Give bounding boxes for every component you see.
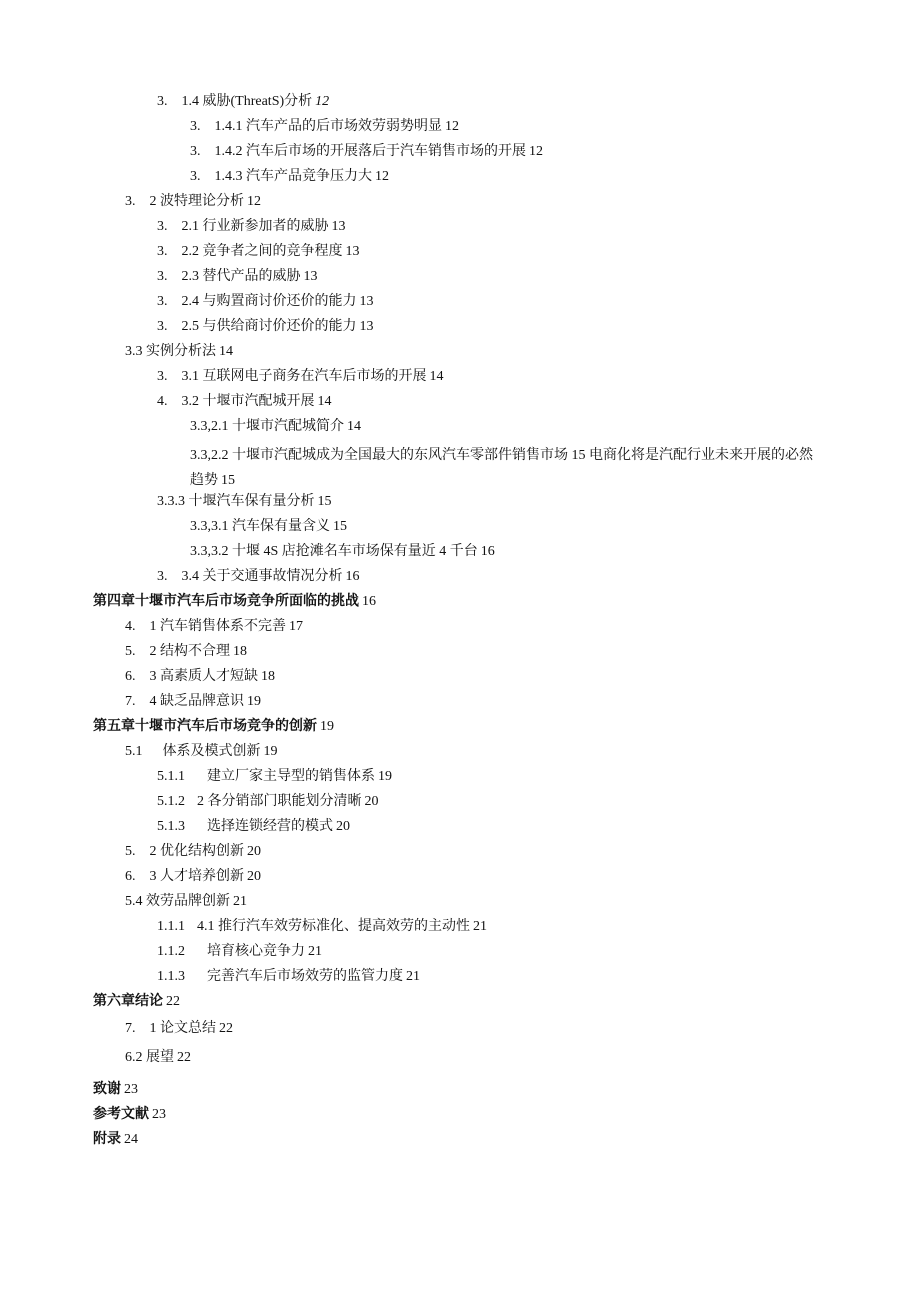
toc-entry-page: 21 [233,894,247,909]
toc-entry[interactable] [190,543,495,561]
toc-entry-title: 1.4 威胁(ThreatS)分析 [181,94,313,109]
toc-entry-title: 1.4.1 汽车产品的后市场效劳弱势明显 [214,119,442,134]
toc-entry-number: 3. [157,369,168,384]
toc-entry-title: 3 高素质人才短缺 [149,669,258,684]
toc-entry-page: 15 [317,494,332,509]
toc-entry-number: 3. [190,119,201,134]
toc-entry[interactable] [157,768,392,786]
toc-entry-title: 3.3,3.2 十堰 4S 店抢滩名车市场保有量近 4 千台 [190,544,478,559]
toc-entry[interactable] [157,268,318,286]
toc-entry-number: 6. [125,869,136,884]
toc-entry-number: 3. [125,194,136,209]
toc-entry-number: 4. [157,394,168,409]
toc-entry-page: 18 [261,669,275,684]
toc-entry-page: 12 [315,94,330,109]
toc-chapter-heading[interactable] [93,1081,138,1099]
toc-entry-title: 2.1 行业新参加者的威胁 [181,219,329,234]
toc-entry-number: 3. [157,244,168,259]
toc-entry[interactable] [125,668,275,686]
toc-entry-title: 3.2 十堰市汽配城开展 [181,394,315,409]
toc-entry[interactable] [125,743,278,761]
toc-entry[interactable] [125,643,247,661]
toc-entry[interactable] [125,693,261,711]
toc-entry-page: 14 [317,394,332,409]
toc-entry-title: 完善汽车后市场效劳的监管力度 [207,969,403,984]
toc-entry[interactable] [157,368,444,386]
toc-entry[interactable] [125,1020,233,1038]
toc-entry-number: 3. [157,219,168,234]
toc-entry[interactable] [157,243,360,261]
toc-entry-title: 6.2 展望 [125,1050,174,1065]
toc-entry-number: 5. [125,844,136,859]
toc-entry-number: 5.1.1 [157,769,185,784]
toc-entry[interactable] [125,343,233,361]
toc-entry[interactable] [157,218,346,236]
toc-entry-title: 2 各分销部门职能划分清晰 [197,794,362,809]
toc-entry[interactable] [157,968,420,986]
toc-entry[interactable] [157,568,360,586]
toc-entry-title: 附录 [93,1132,121,1147]
toc-entry-title: 2 优化结构创新 [149,844,244,859]
toc-entry-page: 20 [247,869,261,884]
toc-entry-page: 20 [247,844,261,859]
toc-entry[interactable] [157,943,322,961]
toc-entry[interactable] [125,843,261,861]
toc-entry-page: 24 [124,1132,138,1147]
toc-entry-title: 2.5 与供给商讨价还价的能力 [181,319,357,334]
toc-entry-page: 22 [177,1050,191,1065]
toc-entry-page: 19 [320,719,334,734]
toc-entry-page: 19 [263,744,278,759]
toc-entry[interactable] [157,793,379,811]
toc-entry-page: 20 [336,819,350,834]
toc-entry-title: 3.3,2.1 十堰市汽配城简介 [190,419,344,434]
toc-entry-title: 3.3,3.1 汽车保有量含义 [190,519,330,534]
toc-entry[interactable] [190,118,459,136]
toc-entry-title: 3.3,2.2 十堰市汽配城成为全国最大的东风汽车零部件销售市场 15 电商化将是汽配行业未来开展的必然趋势 [190,448,813,488]
toc-entry-page: 12 [247,194,261,209]
toc-entry-number: 6. [125,669,136,684]
toc-entry-page: 16 [362,594,376,609]
toc-entry-title: 2.2 竞争者之间的竞争程度 [181,244,343,259]
toc-entry-title: 致谢 [93,1082,121,1097]
toc-chapter-heading[interactable] [93,993,180,1011]
toc-chapter-heading[interactable] [93,718,334,736]
toc-entry-page: 13 [345,244,360,259]
toc-entry-page: 20 [364,794,379,809]
toc-entry-number: 5.1.3 [157,819,185,834]
toc-entry[interactable] [125,893,247,911]
toc-entry-page: 23 [152,1107,166,1122]
toc-entry-title: 参考文献 [93,1107,149,1122]
toc-entry-title: 5.4 效劳品牌创新 [125,894,230,909]
toc-entry-page: 21 [406,969,420,984]
toc-entry-page: 15 [221,473,235,488]
toc-entry-title: 1.4.2 汽车后市场的开展落后于汽车销售市场的开展 [214,144,526,159]
toc-entry-page: 19 [247,694,261,709]
toc-entry-page: 21 [308,944,322,959]
toc-entry-page: 12 [445,119,459,134]
toc-entry[interactable] [190,443,818,493]
toc-entry-title: 1.4.3 汽车产品竞争压力大 [214,169,372,184]
toc-entry-number: 1.1.2 [157,944,185,959]
toc-entry-number: 3. [157,319,168,334]
toc-entry[interactable] [157,393,332,411]
toc-entry[interactable] [157,918,487,936]
toc-entry-title: 4.1 推行汽车效劳标准化、提高效劳的主动性 [197,919,470,934]
toc-entry[interactable] [125,193,261,211]
toc-entry-number: 1.1.3 [157,969,185,984]
toc-entry-title: 2.3 替代产品的威胁 [181,269,301,284]
toc-entry-page: 13 [331,219,346,234]
toc-entry-title: 1 论文总结 [149,1021,216,1036]
toc-entry-title: 2 结构不合理 [149,644,230,659]
toc-entry[interactable] [190,143,543,161]
toc-entry-page: 14 [347,419,361,434]
toc-entry-title: 3.3 实例分析法 [125,344,216,359]
toc-entry-page: 14 [429,369,444,384]
toc-entry-page: 18 [233,644,247,659]
toc-chapter-heading[interactable] [93,1131,138,1149]
toc-chapter-heading[interactable] [93,1106,166,1124]
toc-entry-title: 3.3.3 十堰汽车保有量分析 [157,494,315,509]
toc-entry-number: 5.1 [125,744,143,759]
toc-entry-number: 7. [125,1021,136,1036]
toc-entry-title: 体系及模式创新 [162,744,261,759]
toc-entry-number: 3. [157,569,168,584]
toc-entry-title: 第五章十堰市汽车后市场竞争的创新 [93,719,317,734]
toc-entry-number: 4. [125,619,136,634]
toc-entry[interactable] [157,493,332,511]
toc-entry-title: 2 波特理论分析 [149,194,244,209]
toc-entry-page: 15 [333,519,347,534]
toc-chapter-heading[interactable] [93,593,376,611]
toc-entry-number: 3. [190,169,201,184]
toc-entry-number: 5.1.2 [157,794,185,809]
toc-entry-title: 建立厂家主导型的销售体系 [207,769,375,784]
toc-entry-page: 12 [375,169,389,184]
toc-entry-number: 3. [157,269,168,284]
toc-entry-page: 12 [529,144,543,159]
toc-entry-page: 21 [473,919,487,934]
toc-entry-title: 1 汽车销售体系不完善 [149,619,286,634]
toc-entry-page: 17 [289,619,303,634]
toc-entry[interactable] [157,818,350,836]
toc-entry[interactable] [190,168,389,186]
toc-entry-page: 14 [219,344,233,359]
toc-entry-page: 19 [378,769,392,784]
toc-entry[interactable] [157,318,374,336]
toc-entry-page: 13 [359,319,374,334]
toc-entry-page: 23 [124,1082,138,1097]
toc-entry[interactable] [190,418,361,436]
toc-entry[interactable] [157,293,374,311]
toc-entry-page: 13 [359,294,374,309]
toc-entry-title: 3.1 互联网电子商务在汽车后市场的开展 [181,369,427,384]
toc-entry[interactable] [125,618,303,636]
toc-entry-title: 第四章十堰市汽车后市场竞争所面临的挑战 [93,594,359,609]
toc-entry-number: 3. [157,94,168,109]
toc-entry-title: 3.4 关于交通事故情况分析 [181,569,343,584]
toc-entry[interactable] [125,1049,191,1067]
toc-entry-page: 22 [219,1021,233,1036]
toc-entry-page: 16 [345,569,360,584]
toc-entry-title: 选择连锁经营的模式 [207,819,333,834]
toc-entry-number: 7. [125,694,136,709]
toc-entry-page: 16 [480,544,495,559]
toc-entry-title: 2.4 与购置商讨价还价的能力 [181,294,357,309]
toc-entry-number: 3. [157,294,168,309]
toc-entry-title: 4 缺乏品牌意识 [149,694,244,709]
toc-entry[interactable] [125,868,261,886]
toc-entry-title: 培育核心竞争力 [207,944,305,959]
toc-entry-title: 3 人才培养创新 [149,869,244,884]
toc-entry[interactable] [190,518,347,536]
toc-entry-title: 第六章结论 [93,994,163,1009]
toc-entry-number: 5. [125,644,136,659]
toc-entry-page: 13 [303,269,318,284]
toc-entry-number: 1.1.1 [157,919,185,934]
toc-entry-number: 3. [190,144,201,159]
toc-entry[interactable] [157,93,329,111]
toc-entry-page: 22 [166,994,180,1009]
